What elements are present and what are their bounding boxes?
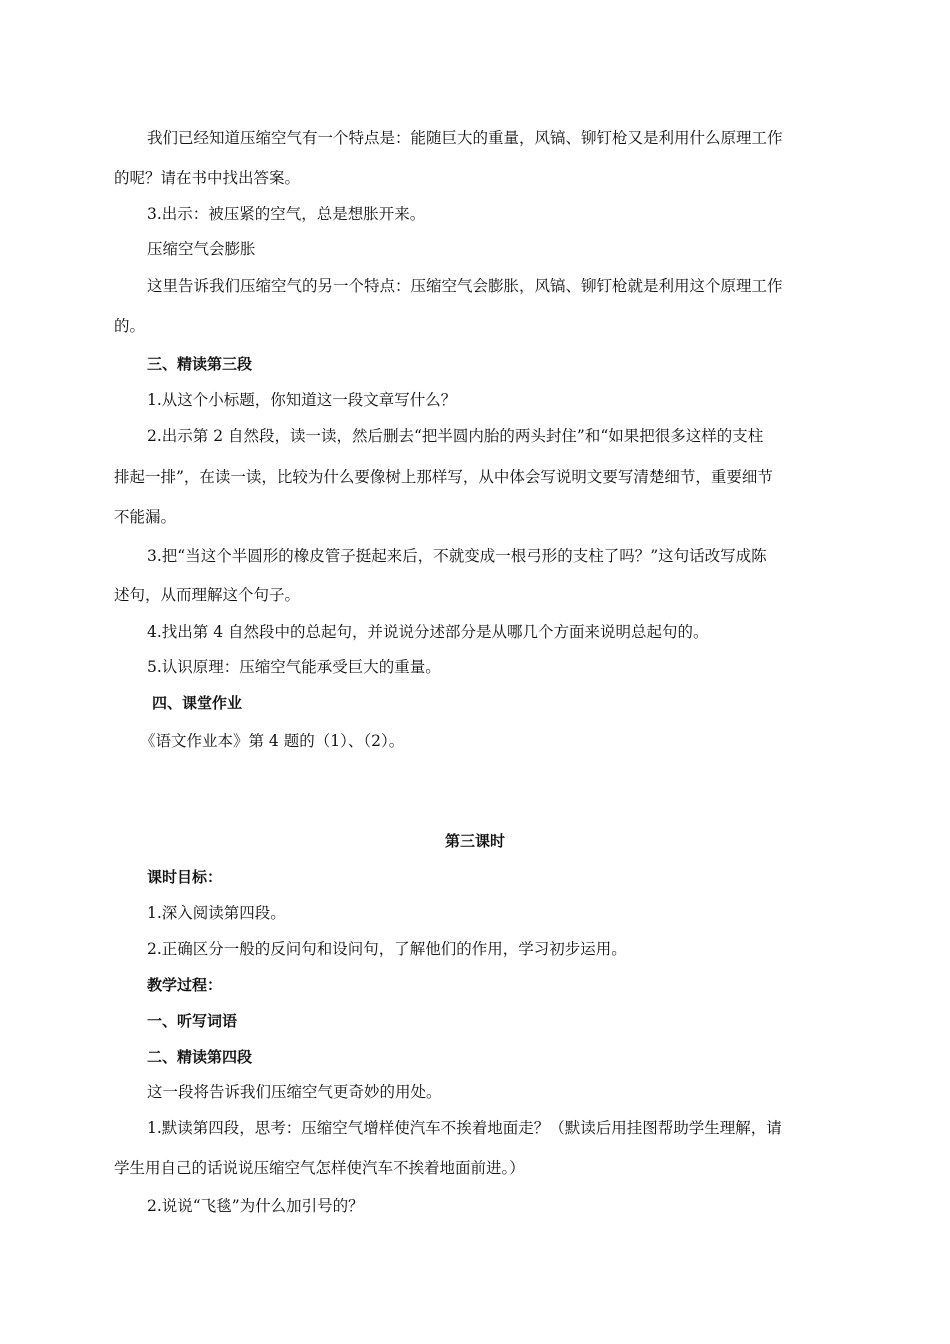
paragraph-line: 2.出示第 2 自然段，读一读，然后删去“把半圆内胎的两头封住”和“如果把很多这样的支柱 [147, 427, 764, 445]
section-heading: 课时目标： [147, 868, 223, 886]
paragraph-line: 1.默读第四段，思考：压缩空气增样使汽车不挨着地面走？（默读后用挂图帮助学生理解，请 [147, 1119, 782, 1137]
lesson-title: 第三课时 [444, 832, 505, 850]
paragraph-line: 我们已经知道压缩空气有一个特点是：能随巨大的重量，风镐、铆钉枪又是利用什么原理工作 [147, 129, 783, 147]
paragraph-line: 1.深入阅读第四段。 [147, 904, 286, 922]
paragraph-line: 3.出示：被压紧的空气，总是想胀开来。 [147, 205, 426, 223]
paragraph-line: 述句，从而理解这个句子。 [114, 586, 301, 604]
section-heading: 三、精读第三段 [147, 355, 253, 373]
paragraph-line: 的。 [114, 317, 146, 335]
paragraph-line: 这里告诉我们压缩空气的另一个特点：压缩空气会膨胀，风镐、铆钉枪就是利用这个原理工作 [147, 277, 783, 295]
paragraph-line: 排起一排”，在读一读，比较为什么要像树上那样写，从中体会写说明文要写清楚细节，重要细节 [114, 468, 773, 486]
paragraph-line: 的呢？请在书中找出答案。 [114, 169, 301, 187]
paragraph-line: 2.正确区分一般的反问句和设问句，了解他们的作用，学习初步运用。 [147, 940, 627, 958]
paragraph-line: 4.找出第 4 自然段中的总起句，并说说分述部分是从哪几个方面来说明总起句的。 [147, 623, 709, 641]
section-heading: 一、听写词语 [147, 1012, 238, 1030]
section-heading: 四、课堂作业 [152, 694, 243, 712]
paragraph-line: 3.把“当这个半圆形的橡皮管子挺起来后，不就变成一根弓形的支柱了吗？”这句话改写成陈 [147, 547, 767, 565]
section-heading: 二、精读第四段 [147, 1048, 253, 1066]
paragraph-line: 1.从这个小标题，你知道这一段文章写什么？ [147, 391, 457, 409]
paragraph-line: 学生用自己的话说说压缩空气怎样使汽车不挨着地面前进。） [114, 1159, 525, 1177]
section-heading: 教学过程： [147, 976, 223, 994]
paragraph-line: 《语文作业本》第 4 题的（1）、（2）。 [140, 732, 405, 750]
paragraph-line: 5.认识原理：压缩空气能承受巨大的重量。 [147, 658, 441, 676]
paragraph-line: 压缩空气会膨胀 [147, 240, 256, 258]
paragraph-line: 2.说说“飞毯”为什么加引号的？ [147, 1197, 364, 1215]
paragraph-line: 不能漏。 [114, 508, 177, 526]
paragraph-line: 这一段将告诉我们压缩空气更奇妙的用处。 [147, 1083, 442, 1101]
